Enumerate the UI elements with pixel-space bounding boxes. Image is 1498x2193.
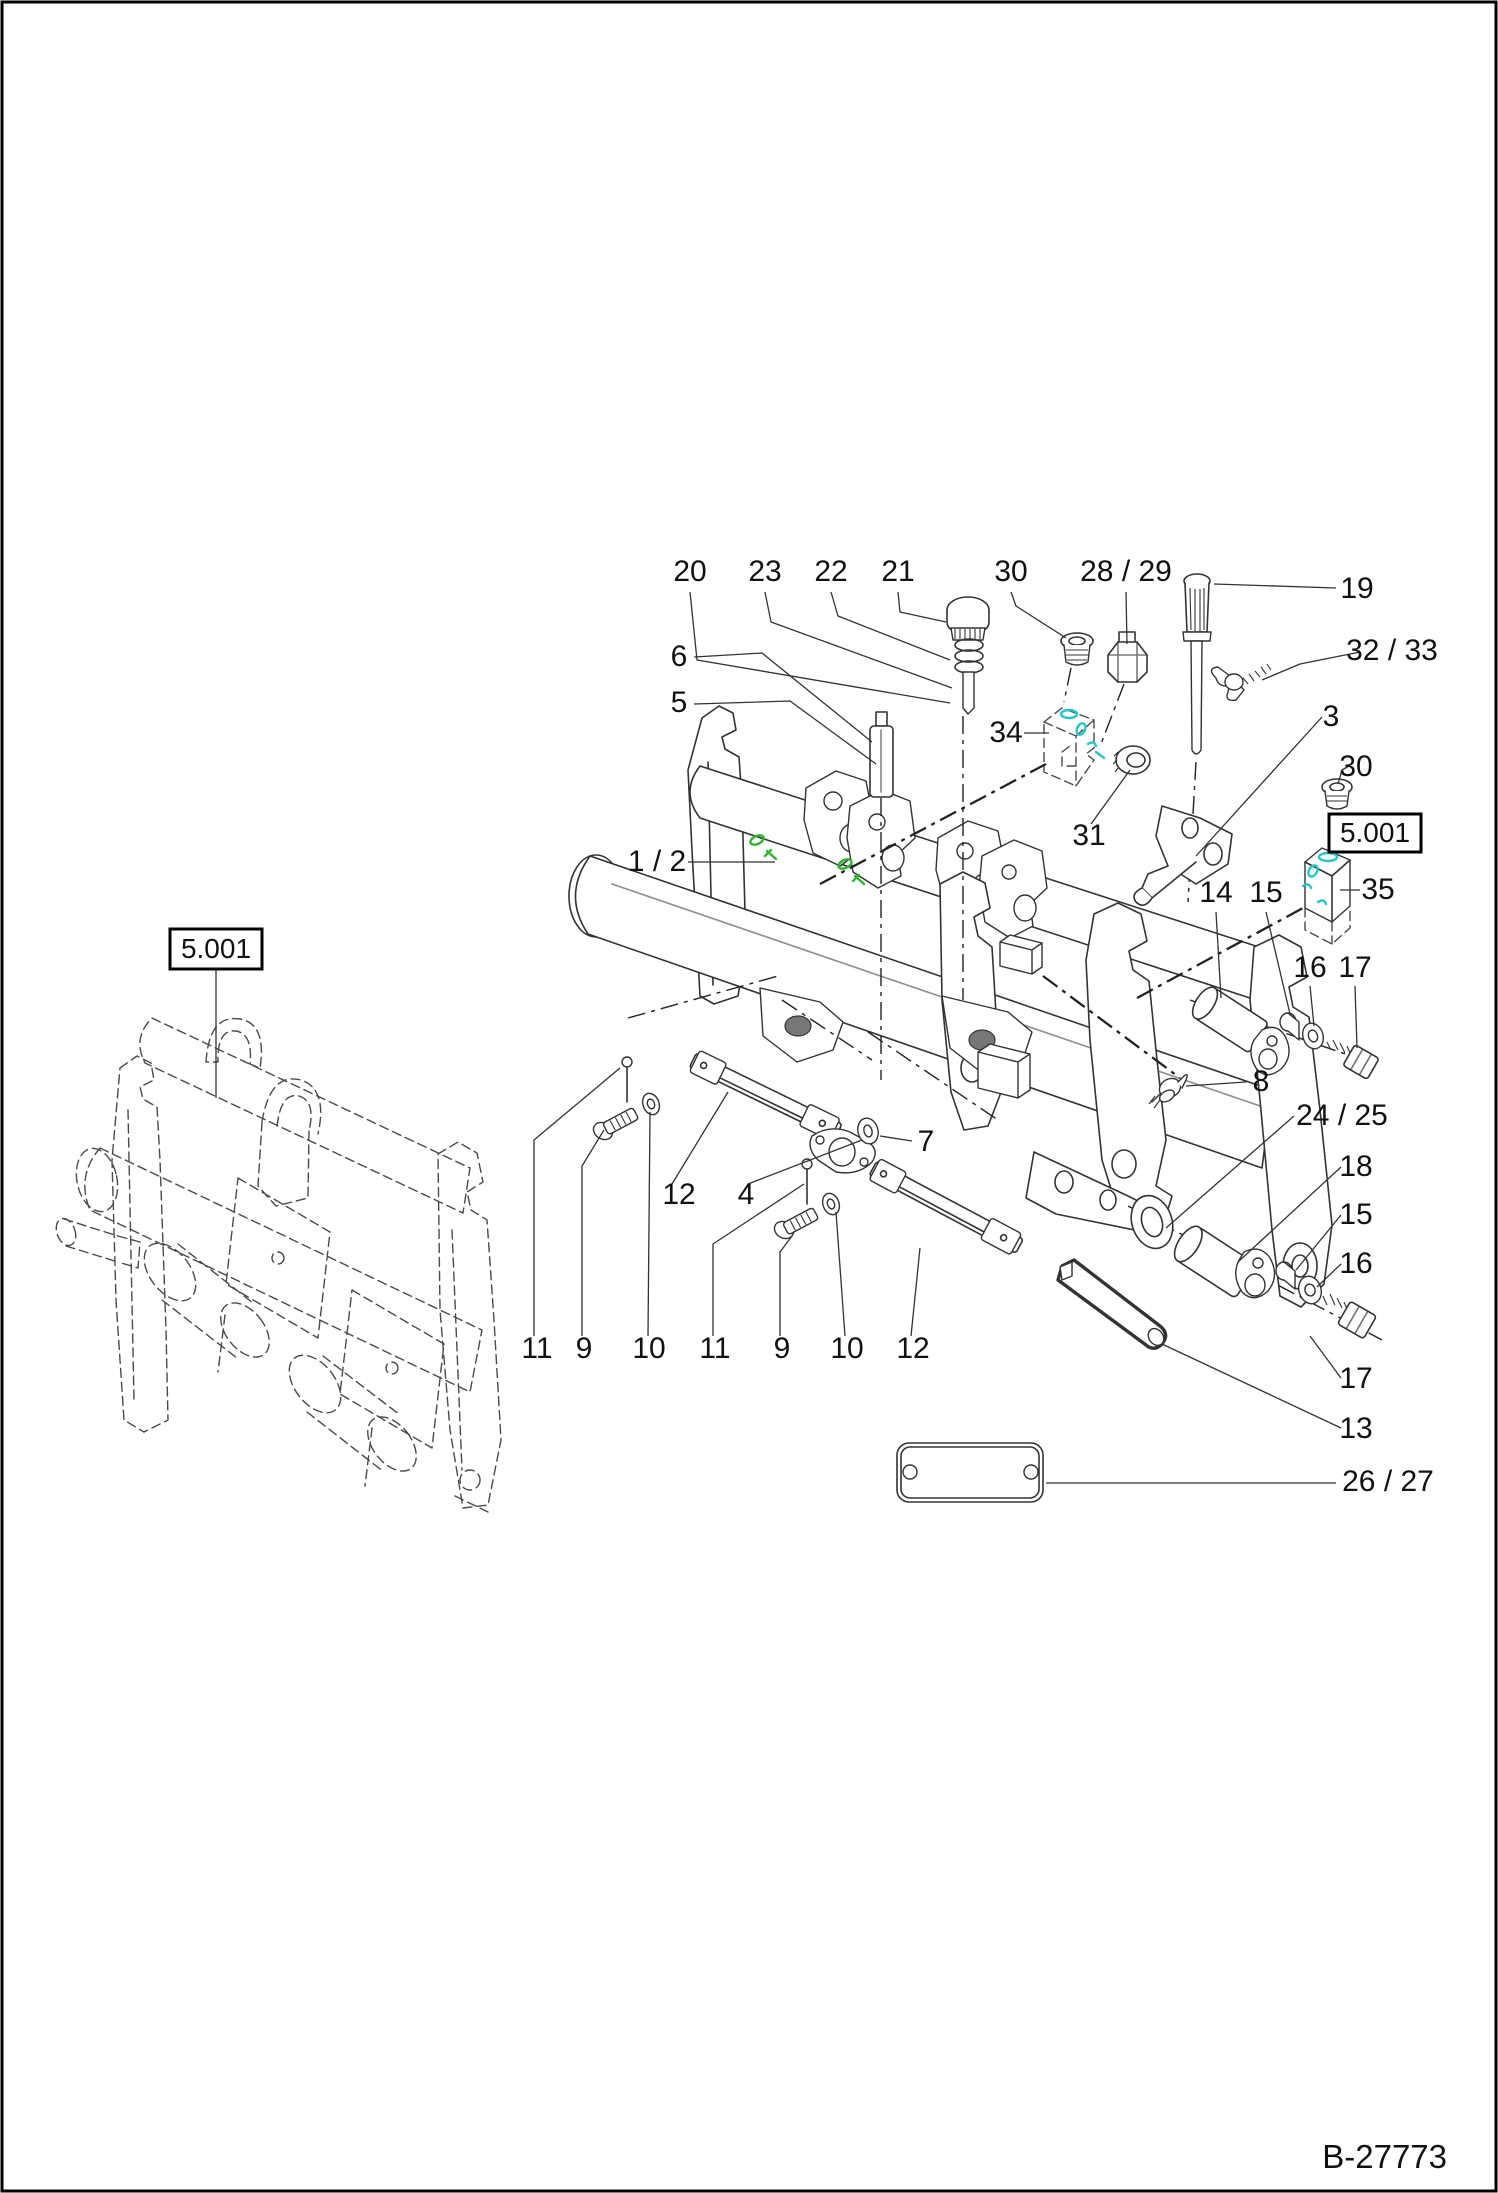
callout-16a: 16 — [1293, 951, 1327, 984]
callout-12a: 12 — [662, 1178, 696, 1211]
callout-4: 4 — [737, 1178, 755, 1211]
callout-11b: 11 — [699, 1332, 731, 1365]
ref-box-right-label: 5.001 — [1339, 817, 1411, 848]
ref-box-right — [1329, 814, 1421, 852]
ref-box-left-label: 5.001 — [180, 933, 252, 964]
callout-30b: 30 — [1339, 750, 1373, 783]
callout-5: 5 — [670, 686, 688, 719]
callout-24-25: 24 / 25 — [1296, 1099, 1388, 1132]
callout-10a: 10 — [632, 1332, 666, 1365]
callout-10b: 10 — [830, 1332, 864, 1365]
callout-31: 31 — [1072, 819, 1106, 852]
callout-19: 19 — [1340, 572, 1374, 605]
part-handle-13 — [1058, 1260, 1167, 1348]
callout-11a: 11 — [521, 1332, 553, 1365]
callout-7: 7 — [917, 1125, 935, 1158]
callout-13: 13 — [1339, 1412, 1373, 1445]
callout-9b: 9 — [773, 1332, 791, 1365]
callout-23: 23 — [748, 555, 782, 588]
callout-1-2: 1 / 2 — [627, 845, 687, 878]
part-cover-plate-26-27 — [897, 1443, 1043, 1502]
callout-26-27: 26 / 27 — [1342, 1465, 1434, 1498]
document-code: B-27773 — [1322, 2138, 1447, 2175]
callout-8: 8 — [1252, 1065, 1270, 1098]
callout-15b: 15 — [1339, 1198, 1373, 1231]
part-valve-block-35 — [1303, 848, 1350, 944]
callout-9a: 9 — [575, 1332, 593, 1365]
callout-20: 20 — [673, 555, 707, 588]
callout-30a: 30 — [994, 555, 1028, 588]
part-wing-bolt-32-33 — [1211, 664, 1271, 700]
callout-16b: 16 — [1339, 1247, 1373, 1280]
callout-6: 6 — [670, 640, 688, 673]
callout-17b: 17 — [1339, 1362, 1373, 1395]
part-lock-pin — [870, 712, 893, 797]
callout-22: 22 — [814, 555, 848, 588]
part-plug-31 — [1113, 746, 1150, 774]
part-clamp-block-34 — [1044, 708, 1104, 786]
callout-35: 35 — [1361, 873, 1395, 906]
callout-17a: 17 — [1338, 951, 1372, 984]
ref-box-left — [170, 929, 262, 969]
ghost-frame-5001 — [53, 1018, 501, 1512]
part-grommet-30b — [1322, 779, 1352, 809]
callout-21: 21 — [881, 555, 915, 588]
callout-32-33: 32 / 33 — [1346, 634, 1438, 667]
callout-14: 14 — [1199, 876, 1233, 909]
callout-15a: 15 — [1249, 876, 1283, 909]
callout-12b: 12 — [896, 1332, 930, 1365]
callout-28-29: 28 / 29 — [1080, 555, 1172, 588]
callout-3: 3 — [1322, 700, 1340, 733]
part-long-pin-19 — [1183, 574, 1211, 754]
callout-18: 18 — [1339, 1150, 1373, 1183]
part-knob-screw-assembly — [947, 597, 989, 714]
callout-34: 34 — [989, 716, 1023, 749]
